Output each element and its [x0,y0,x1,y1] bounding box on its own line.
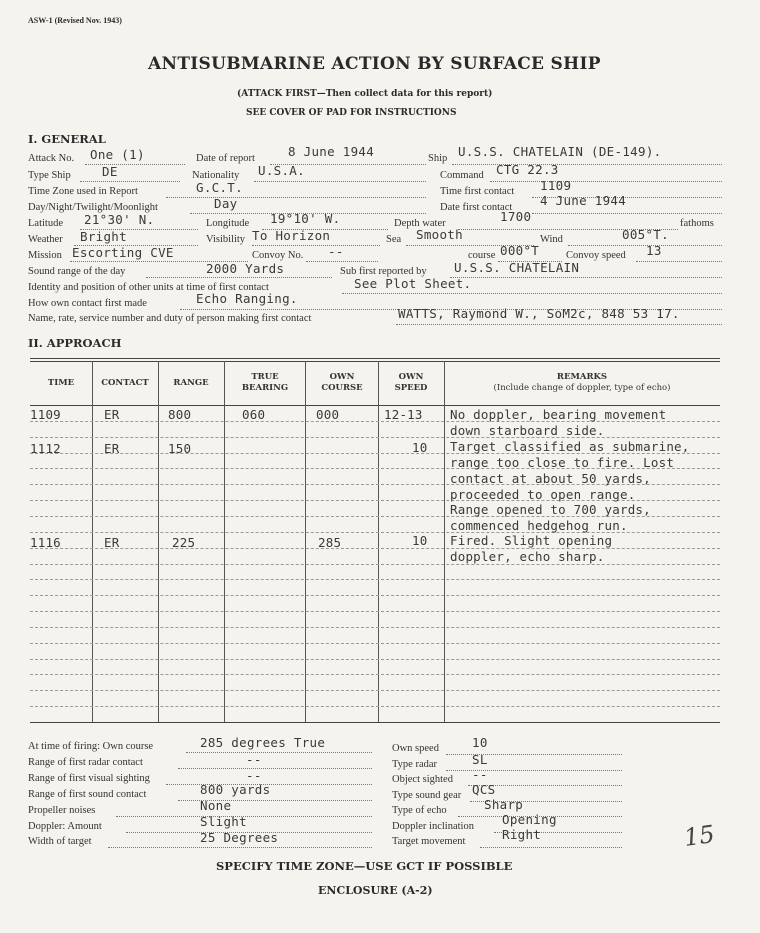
type-ship-label: Type Ship [28,170,71,181]
enclosure-label: ENCLOSURE (A-2) [318,884,433,897]
identity-value: See Plot Sheet. [354,276,472,291]
col-header-range: RANGE [173,378,209,388]
row2-remark-4: proceeded to open range. [450,487,636,502]
own-speed-value: 10 [472,735,488,750]
table-rule [30,643,720,644]
visibility-value: To Horizon [252,228,331,243]
row2-speed: 10 [412,440,428,455]
visual-sighting-label: Range of first visual sighting [28,773,150,784]
sound-gear-value: QCS [472,782,496,797]
time-zone-label: Time Zone used in Report [28,186,138,197]
course-value: 000°T [500,243,540,258]
mission-value: Escorting CVE [72,245,174,260]
section-approach-heading: II. APPROACH [28,336,122,350]
row3-time: 1116 [30,535,61,550]
table-rule [30,706,720,707]
table-rule [30,659,720,660]
own-course-label: At time of firing: Own course [28,741,154,752]
sound-range-value: 2000 Yards [206,261,285,276]
row2-contact: ER [104,441,120,456]
day-night-value: Day [214,196,238,211]
row1-remark-2: down starboard side. [450,423,605,438]
row3-range: 225 [172,535,196,550]
table-rule [30,690,720,691]
instructions-note: SEE COVER OF PAD FOR INSTRUCTIONS [246,108,457,118]
row3-course: 285 [318,535,342,550]
table-rule [30,595,720,596]
type-echo-value: Sharp [484,797,524,812]
longitude-label: Longitude [206,218,250,229]
row3-remark-2: doppler, echo sharp. [450,549,605,564]
row2-remark-3: contact at about 50 yards, [450,471,651,486]
row1-course: 000 [316,407,340,422]
sound-gear-label: Type sound gear [392,790,462,801]
sub-first-value: U.S.S. CHATELAIN [454,260,580,275]
visual-sighting-value: -- [246,768,262,783]
col-header-own-speed: OWN SPEED [394,372,428,393]
depth-water-value: 1700 [500,209,532,224]
row1-bearing: 060 [242,407,266,422]
object-sighted-value: -- [472,767,488,782]
fathoms-label: fathoms [680,218,714,229]
nationality-label: Nationality [192,170,240,181]
width-target-label: Width of target [28,836,92,847]
radar-contact-label: Range of first radar contact [28,757,143,768]
row2-remark-5: Range opened to 700 yards, [450,502,651,517]
col-header-own-course: OWN COURSE [321,372,363,393]
type-radar-label: Type radar [392,759,438,770]
wind-value: 005°T. [622,227,669,242]
latitude-value: 21°30' N. [84,212,155,227]
time-first-contact-label: Time first contact [440,186,515,197]
sea-label: Sea [386,234,402,245]
col-header-contact: CONTACT [101,378,149,388]
wind-label: Wind [540,234,563,245]
row3-remark-1: Fired. Slight opening [450,533,613,548]
row2-remark-2: range too close to fire. Lost [450,455,675,470]
name-rate-value: WATTS, Raymond W., SoM2c, 848 53 17. [398,306,680,321]
row1-speed: 12-13 [384,407,423,422]
section-general-heading: I. GENERAL [28,132,106,146]
page-subtitle: (ATTACK FIRST—Then collect data for this report) [237,89,493,99]
depth-water-label: Depth water [394,218,446,229]
propeller-label: Propeller noises [28,805,96,816]
mission-label: Mission [28,250,62,261]
convoy-speed-label: Convoy speed [566,250,626,261]
own-speed-label: Own speed [392,743,439,754]
nationality-value: U.S.A. [258,163,305,178]
own-course-value: 285 degrees True [200,735,326,750]
doppler-amount-label: Doppler: Amount [28,821,102,832]
row1-time: 1109 [30,407,61,422]
doppler-amount-value: Slight [200,814,247,829]
convoy-no-value: -- [328,244,344,259]
table-rule [30,579,720,580]
row2-remark-1: Target classified as submarine, [450,439,690,454]
ship-value: U.S.S. CHATELAIN (DE-149). [458,144,662,159]
type-ship-value: DE [102,164,118,179]
row1-contact: ER [104,407,120,422]
ship-label: Ship [428,153,448,164]
col-header-time: TIME [47,378,75,388]
table-rule [30,627,720,628]
row1-range: 800 [168,407,192,422]
table-rule [30,548,720,549]
command-value: CTG 22.3 [496,162,559,177]
sound-range-label: Sound range of the day [28,266,126,277]
sub-first-label: Sub first reported by [340,266,427,277]
date-report-label: Date of report [196,153,255,164]
row2-time: 1112 [30,441,61,456]
col-header-remarks: REMARKS [556,372,608,382]
course-label: course [468,250,496,261]
table-rule [30,437,720,438]
row2-remark-6: commenced hedgehog run. [450,518,628,533]
doppler-inclination-label: Doppler inclination [392,821,474,832]
row2-range: 150 [168,441,192,456]
table-rule [30,674,720,675]
width-target-value: 25 Degrees [200,830,279,845]
command-label: Command [440,170,484,181]
row3-speed: 10 [412,533,428,548]
row3-contact: ER [104,535,120,550]
propeller-value: None [200,798,232,813]
target-movement-value: Right [502,827,542,842]
longitude-value: 19°10' W. [270,211,341,226]
convoy-speed-value: 13 [646,243,662,258]
weather-value: Bright [80,229,127,244]
name-rate-label: Name, rate, service number and duty of person making first contact [28,313,312,324]
attack-no-label: Attack No. [28,153,75,164]
how-contact-value: Echo Ranging. [196,291,298,306]
col-header-true-bearing: TRUE BEARING [241,372,289,393]
attack-no-value: One (1) [90,147,145,162]
type-echo-label: Type of echo [392,805,447,816]
sea-value: Smooth [416,227,463,242]
type-radar-value: SL [472,752,488,767]
how-contact-label: How own contact first made [28,298,147,309]
time-zone-value: G.C.T. [196,180,243,195]
date-first-contact-value: 4 June 1944 [540,193,627,208]
form-id: ASW-1 (Revised Nov. 1943) [28,16,122,25]
weather-label: Weather [28,234,63,245]
visibility-label: Visibility [206,234,246,245]
target-movement-label: Target movement [392,836,466,847]
object-sighted-label: Object sighted [392,774,453,785]
sound-contact-value: 800 yards [200,782,271,797]
time-first-contact-value: 1109 [540,178,572,193]
doppler-inclination-value: Opening [502,812,557,827]
row1-remark-1: No doppler, bearing movement [450,407,667,422]
col-header-remarks-note: (Include change of doppler, type of echo) [493,383,671,393]
date-report-value: 8 June 1944 [288,144,375,159]
day-night-label: Day/Night/Twilight/Moonlight [28,202,158,213]
identity-label: Identity and position of other units at time of first contact [28,282,269,293]
convoy-no-label: Convoy No. [252,250,304,261]
sound-contact-label: Range of first sound contact [28,789,147,800]
footer-instruction: SPECIFY TIME ZONE—USE GCT IF POSSIBLE [216,859,513,873]
radar-contact-value: -- [246,752,262,767]
date-first-contact-label: Date first contact [440,202,513,213]
table-rule [30,564,720,565]
latitude-label: Latitude [28,218,63,229]
page-mark: 15 [682,820,717,852]
table-rule [30,611,720,612]
page-title: ANTISUBMARINE ACTION BY SURFACE SHIP [148,54,601,74]
